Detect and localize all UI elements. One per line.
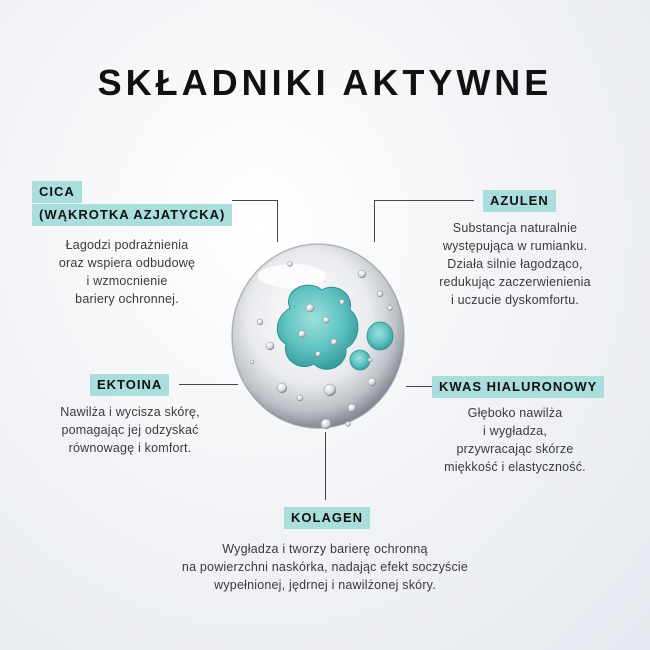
kwas-desc-line: i wygładza, <box>482 424 548 438</box>
azulen-name: AZULEN <box>490 193 549 208</box>
cica-desc-line: bariery ochronnej. <box>75 292 179 306</box>
kolagen-desc-line: na powierzchni naskórka, nadając efekt soczyście <box>181 560 469 574</box>
kolagen-desc-line: wypełnionej, jędrnej i nawilżonej skóry. <box>214 578 436 592</box>
kwas-desc-line: Głęboko nawilża <box>467 406 563 420</box>
teal-bead <box>367 322 393 350</box>
cica-sublabel <box>32 204 232 226</box>
kwas-label <box>432 376 604 398</box>
kolagen-description <box>125 540 525 594</box>
kwas-desc-line: miękkość i elastyczność. <box>444 460 586 474</box>
cica-desc-line: Łagodzi podrażnienia <box>65 238 189 252</box>
kolagen-label <box>284 507 370 529</box>
cica-name-line-1: CICA <box>39 184 75 199</box>
azulen-desc-line: Substancja naturalnie <box>452 221 578 235</box>
azulen-desc-line: Działa silnie łagodząco, <box>447 257 583 271</box>
cica-label <box>32 181 82 203</box>
azulen-desc-line: redukując zaczerwienienia <box>439 275 591 289</box>
cica-desc-line: i wzmocnienie <box>86 274 168 288</box>
azulen-connector-h <box>374 200 474 201</box>
azulen-description <box>415 219 615 309</box>
kolagen-connector <box>325 432 326 500</box>
ektoina-desc-line: równowagę i komfort. <box>68 441 192 455</box>
bubble-highlight <box>258 264 326 288</box>
azulen-desc-line: i uczucie dyskomfortu. <box>450 293 580 307</box>
ektoina-name: EKTOINA <box>97 377 163 392</box>
azulen-desc-line: występująca w rumianku. <box>442 239 588 253</box>
cica-connector-h <box>232 200 278 201</box>
page-title: SKŁADNIKI AKTYWNE <box>97 62 553 103</box>
gel-bubble-illustration <box>230 238 410 438</box>
ektoina-desc-line: Nawilża i wycisza skórę, <box>60 405 200 419</box>
cica-description <box>22 236 232 308</box>
cica-connector-v <box>277 200 278 242</box>
kwas-desc-line: przywracając skórze <box>456 442 574 456</box>
kwas-description <box>430 404 600 476</box>
kolagen-desc-line: Wygładza i tworzy barierę ochronną <box>222 542 428 556</box>
ektoina-desc-line: pomagając jej odzyskać <box>61 423 199 437</box>
ektoina-label <box>90 374 169 396</box>
azulen-label <box>483 190 556 212</box>
azulen-connector-v <box>374 200 375 242</box>
kwas-name: KWAS HIALURONOWY <box>439 379 598 394</box>
cica-desc-line: oraz wspiera odbudowę <box>58 256 196 270</box>
ektoina-description <box>25 403 235 457</box>
teal-bead <box>350 350 370 370</box>
cica-name-line-2: (WĄKROTKA AZJATYCKA) <box>39 207 226 222</box>
kolagen-name: KOLAGEN <box>291 510 363 525</box>
